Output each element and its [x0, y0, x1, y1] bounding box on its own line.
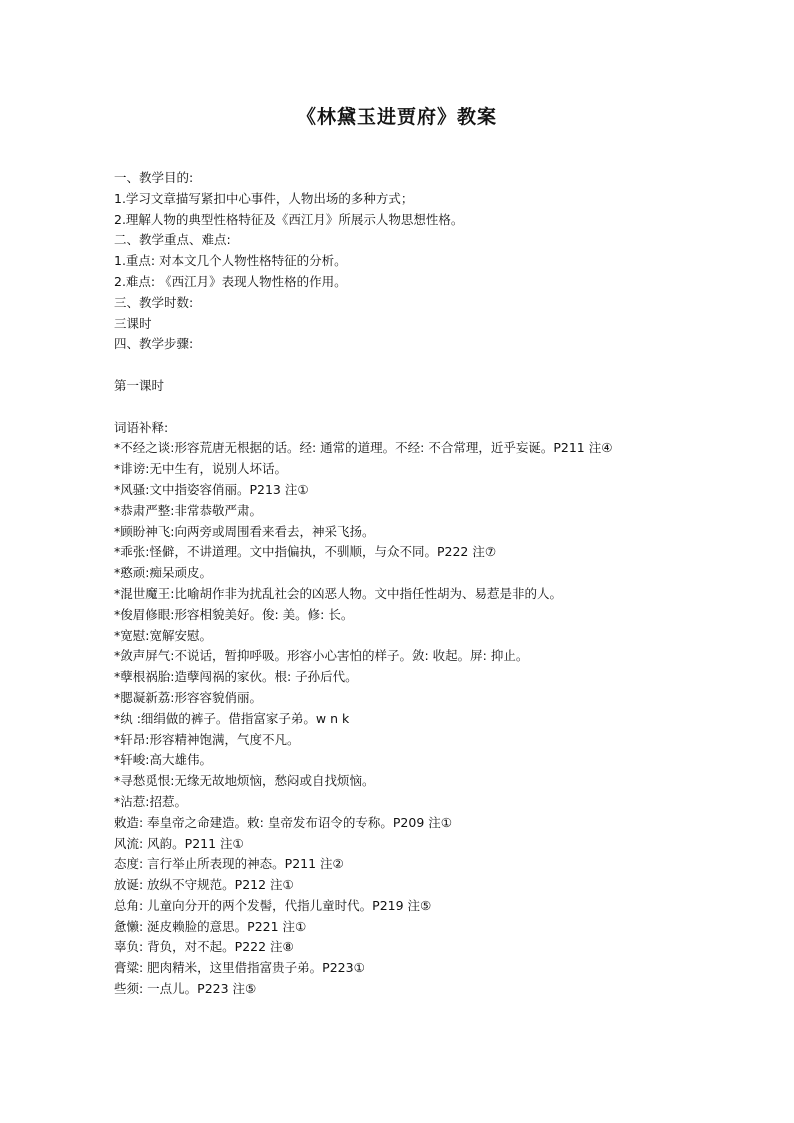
- objective-item-1: 1.学习文章描写紧扣中心事件，人物出场的多种方式；: [114, 190, 414, 206]
- vocab-item: *混世魔王:比喻胡作非为扰乱社会的凶恶人物。文中指任性胡为、易惹是非的人。: [114, 585, 562, 601]
- vocab-item: 态度: 言行举止所表现的神态。P211 注②: [114, 856, 344, 872]
- vocab-item: *纨 :细绢做的裤子。借指富家子弟。w n k: [114, 710, 350, 726]
- vocab-item: *不经之谈:形容荒唐无根据的话。经: 通常的道理。不经: 不合常理，近乎妄诞。P211 注④: [114, 440, 613, 456]
- vocab-item: 惫懒: 涎皮赖脸的意思。P221 注①: [114, 918, 307, 934]
- vocab-item: *俊眉修眼:形容相貌美好。俊: 美。修: 长。: [114, 606, 354, 622]
- key-point-item-2: 2.难点: 《西江月》表现人物性格的作用。: [114, 273, 347, 289]
- key-point-item-1: 1.重点: 对本文几个人物性格特征的分析。: [114, 253, 347, 269]
- blank-line: [114, 397, 714, 418]
- section-heading-objectives: 一、教学目的:: [114, 170, 194, 185]
- vocab-item: *腮凝新荔:形容容貌俏丽。: [114, 689, 262, 705]
- vocab-item: *敛声屏气:不说话，暂抑呼吸。形容小心害怕的样子。敛: 收起。屏: 抑止。: [114, 648, 529, 664]
- vocab-heading: 词语补释:: [114, 419, 169, 435]
- vocab-item: 敕造: 奉皇帝之命建造。敕: 皇帝发布诏令的专称。P209 注①: [114, 814, 452, 830]
- vocab-item: *诽谤:无中生有，说别人坏话。: [114, 461, 287, 477]
- section-heading-key-points: 二、教学重点、难点:: [114, 232, 231, 248]
- section-heading-hours: 三、教学时数:: [114, 294, 194, 310]
- section-heading-steps: 四、教学步骤:: [114, 336, 194, 352]
- lesson-heading: 第一课时: [114, 377, 165, 393]
- vocab-item: 风流: 风韵。P211 注①: [114, 835, 244, 851]
- vocab-item: *风骚:文中指姿容俏丽。P213 注①: [114, 481, 309, 497]
- vocab-item: *宽慰:宽解安慰。: [114, 627, 212, 643]
- blank-line: [114, 355, 714, 376]
- vocab-item: *轩峻:高大雄伟。: [114, 752, 212, 768]
- vocab-item: *沾惹:招惹。: [114, 793, 187, 809]
- vocab-item: 辜负: 背负，对不起。P222 注⑧: [114, 939, 294, 955]
- vocab-item: *孽根祸胎:造孽闯祸的家伙。根: 子孙后代。: [114, 669, 358, 685]
- vocab-item: 放诞: 放纵不守规范。P212 注①: [114, 877, 294, 893]
- vocab-item: *恭肃严整:非常恭敬严肃。: [114, 502, 262, 518]
- vocab-item: *顾盼神飞:向两旁或周围看来看去，神采飞扬。: [114, 523, 375, 539]
- hours-item-1: 三课时: [114, 315, 152, 331]
- vocab-item: *憨顽:痴呆顽皮。: [114, 565, 212, 581]
- vocab-item: 些须: 一点儿。P223 注⑤: [114, 981, 257, 997]
- vocab-item: *轩昂:形容精神饱满，气度不凡。: [114, 731, 300, 747]
- document-title: 《林黛玉进贾府》教案: [296, 106, 497, 128]
- document-body: [114, 168, 714, 1000]
- vocab-item: *乖张:怪僻，不讲道理。文中指偏执，不驯顺，与众不同。P222 注⑦: [114, 544, 497, 560]
- vocab-item: *寻愁觅恨:无缘无故地烦恼，愁闷或自找烦恼。: [114, 773, 375, 789]
- vocab-item: 总角: 儿童向分开的两个发髻，代指儿童时代。P219 注⑤: [114, 897, 432, 913]
- objective-item-2: 2.理解人物的典型性格特征及《西江月》所展示人物思想性格。: [114, 211, 464, 227]
- vocab-item: 膏粱: 肥肉精米，这里借指富贵子弟。P223①: [114, 960, 365, 976]
